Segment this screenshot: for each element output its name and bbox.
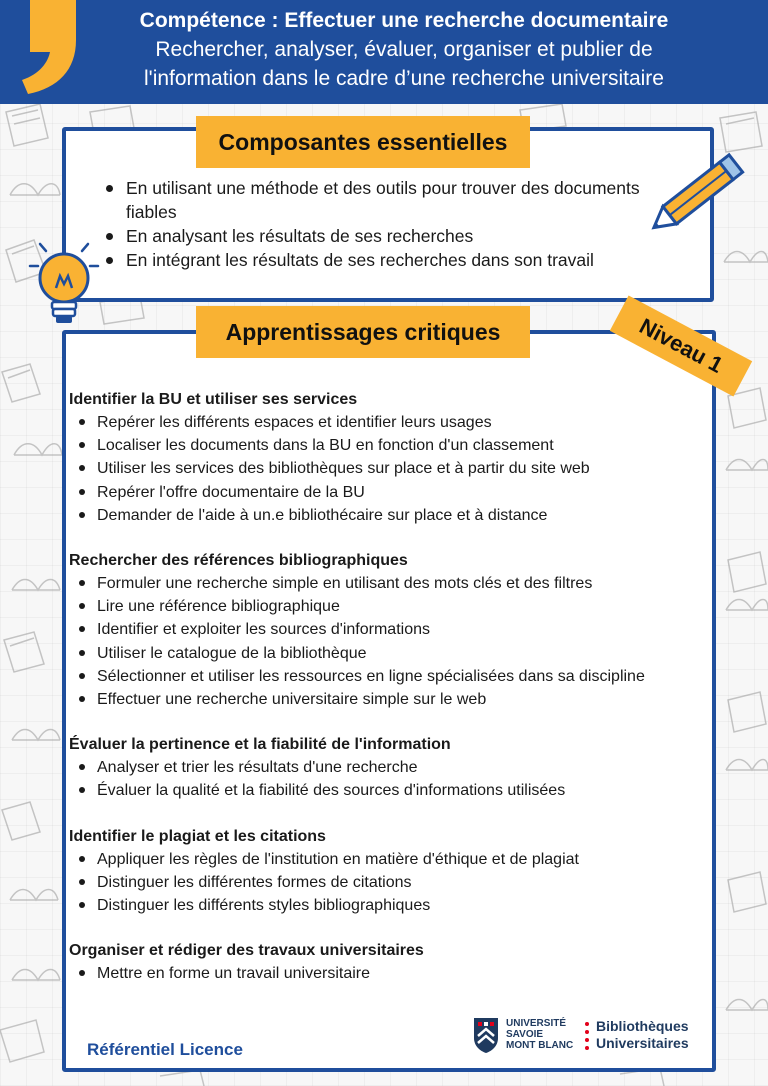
competence-title — [0, 7, 768, 35]
list-item: Distinguer les différentes formes de citations — [69, 871, 709, 894]
section-evaluer-information — [69, 733, 709, 802]
list-item: Identifier et exploiter les sources d'informations — [69, 618, 709, 641]
list-item: Analyser et trier les résultats d'une recherche — [69, 756, 709, 779]
lightbulb-icon — [28, 232, 100, 330]
usmb-line-3: MONT BLANC — [506, 1040, 574, 1051]
list-item: Utiliser les services des bibliothèques sur place et à partir du site web — [69, 457, 709, 480]
section-plagiat-citations — [69, 825, 709, 918]
competence-text: : Effectuer une recherche documentaire — [265, 9, 669, 32]
footer-logos — [472, 1016, 704, 1056]
referentiel-label: Référentiel Licence — [87, 1040, 243, 1059]
section-list — [69, 572, 709, 711]
section-list — [69, 756, 709, 802]
section-heading: Identifier la BU et utiliser ses services — [69, 391, 358, 408]
competence-prefix: Compétence — [139, 9, 266, 32]
essentielles-list — [104, 176, 694, 272]
usmb-logo-text — [506, 1018, 573, 1051]
section-list — [69, 848, 709, 918]
section-rechercher-references — [69, 549, 709, 711]
bu-line-1: Bibliothèques — [596, 1018, 689, 1034]
page-header — [0, 0, 768, 104]
list-item: En analysant les résultats de ses recherches — [104, 224, 694, 248]
section-heading: Rechercher des références bibliographiques — [69, 552, 408, 570]
list-item: Effectuer une recherche universitaire simple sur le web — [69, 688, 709, 711]
section-heading: Évaluer la pertinence et la fiabilité de l'information — [69, 736, 451, 754]
list-item: Lire une référence bibliographique — [69, 595, 709, 618]
list-item: Appliquer les règles de l'institution en matière d'éthique et de plagiat — [69, 848, 709, 871]
list-item: En utilisant une méthode et des outils pour trouver des documents fiables — [104, 176, 694, 224]
list-item: Mettre en forme un travail universitaire — [69, 962, 709, 985]
subtitle-line-1: Rechercher, analyser, évaluer, organiser et publier de — [155, 38, 653, 61]
subtitle-line-2: l'information dans le cadre d’une recherche universitaire — [144, 67, 664, 90]
essentielles-title: Composantes essentielles — [196, 116, 530, 168]
section-heading: Identifier le plagiat et les citations — [69, 827, 326, 845]
list-item: Sélectionner et utiliser les ressources en ligne spécialisées dans sa discipline — [69, 665, 709, 688]
list-item: Repérer l'offre documentaire de la BU — [69, 481, 709, 504]
list-item: En intégrant les résultats de ses recherches dans son travail — [104, 248, 694, 272]
list-item: Demander de l'aide à un.e bibliothécaire sur place et à distance — [69, 504, 709, 527]
list-item: Localiser les documents dans la BU en fonction d'un classement — [69, 434, 709, 457]
section-heading: Organiser et rédiger des travaux universitaires — [69, 942, 424, 960]
section-organiser-rediger — [69, 939, 709, 985]
section-list — [69, 962, 709, 985]
critiques-sections — [69, 388, 709, 1007]
quote-mark-icon — [0, 0, 76, 96]
bu-line-2: Universitaires — [596, 1035, 689, 1051]
usmb-line-1: UNIVERSITÉ — [506, 1018, 567, 1029]
usmb-line-2: SAVOIE — [506, 1029, 544, 1040]
logo-separator-dots — [585, 1020, 589, 1052]
list-item: Repérer les différents espaces et identifier leurs usages — [69, 411, 709, 434]
section-identifier-bu — [69, 388, 709, 527]
level-badge: Niveau 1 — [610, 295, 752, 396]
list-item: Distinguer les différents styles bibliographiques — [69, 894, 709, 917]
critiques-title: Apprentissages critiques — [196, 306, 530, 358]
university-shield-icon — [472, 1016, 500, 1054]
bu-logo-text — [596, 1018, 689, 1052]
list-item: Évaluer la qualité et la fiabilité des sources d'informations utilisées — [69, 779, 709, 802]
pencil-icon — [648, 146, 754, 238]
section-list — [69, 411, 709, 527]
list-item: Formuler une recherche simple en utilisant des mots clés et des filtres — [69, 572, 709, 595]
book-icon — [6, 104, 48, 146]
list-item: Utiliser le catalogue de la bibliothèque — [69, 642, 709, 665]
